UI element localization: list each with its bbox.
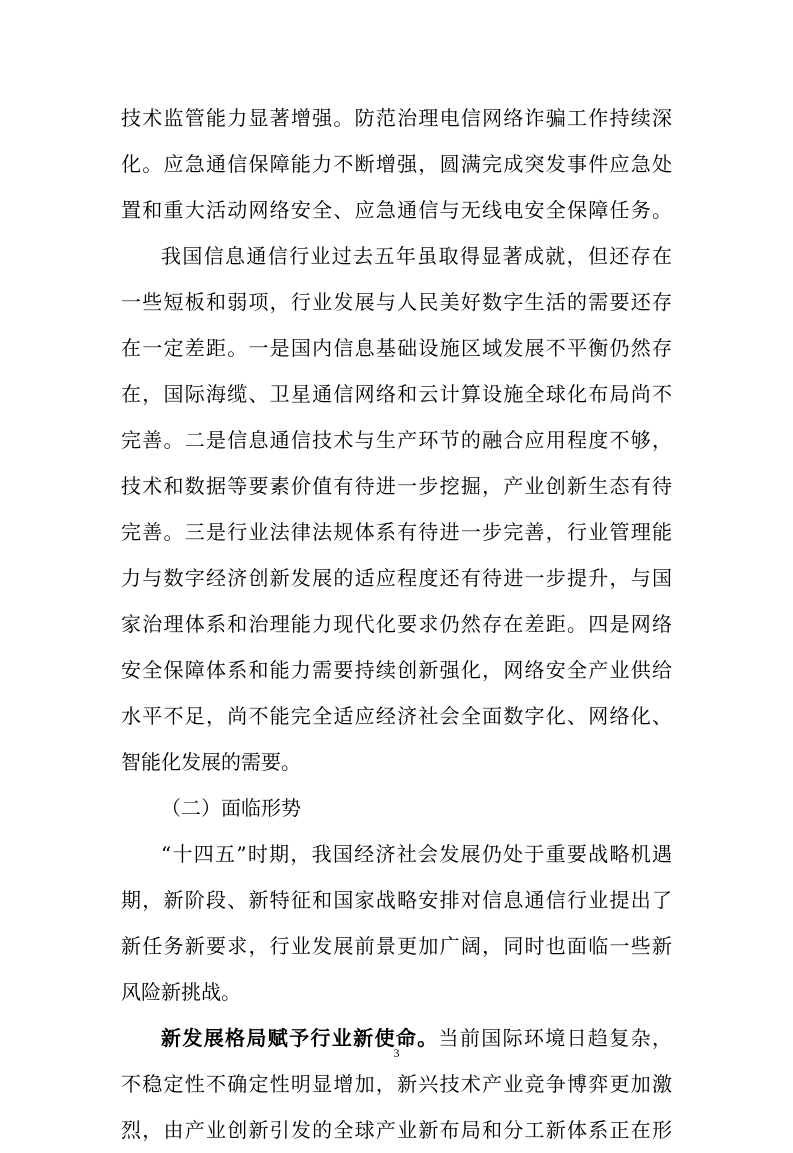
text-line: 期，新阶段、新特征和国家战略安排对信息通信行业提出了 bbox=[121, 888, 672, 912]
section-heading: （二）面临形势 bbox=[161, 796, 301, 820]
text-line: 置和重大活动网络安全、应急通信与无线电安全保障任务。 bbox=[121, 198, 672, 222]
text-line: 完善。三是行业法律法规体系有待进一步完善，行业管理能 bbox=[121, 520, 672, 544]
text-line: 力与数字经济创新发展的适应程度还有待进一步提升，与国 bbox=[121, 566, 672, 590]
text-line: 家治理体系和治理能力现代化要求仍然存在差距。四是网络 bbox=[121, 612, 672, 636]
text-line: 烈，由产业创新引发的全球产业新布局和分工新体系正在形 bbox=[121, 1118, 672, 1142]
text-span: 当前国际环境日趋复杂， bbox=[438, 1026, 673, 1050]
page-number: 3 bbox=[393, 1046, 400, 1060]
document-body bbox=[121, 95, 672, 1153]
text-line: 新任务新要求，行业发展前景更加广阔，同时也面临一些新 bbox=[121, 934, 672, 958]
paragraph-start: “十四五”时期，我国经济社会发展仍处于重要战略机遇 bbox=[161, 842, 672, 866]
text-line: 在一定差距。一是国内信息基础设施区域发展不平衡仍然存 bbox=[121, 336, 672, 360]
text-line: 技术和数据等要素价值有待进一步挖掘，产业创新生态有待 bbox=[121, 474, 672, 498]
text-line: 化。应急通信保障能力不断增强，圆满完成突发事件应急处 bbox=[121, 152, 672, 176]
text-line: 在，国际海缆、卫星通信网络和云计算设施全球化布局尚不 bbox=[121, 382, 672, 406]
text-line: 技术监管能力显著增强。防范治理电信网络诈骗工作持续深 bbox=[121, 106, 672, 130]
text-line: 风险新挑战。 bbox=[121, 980, 241, 1004]
text-line: 水平不足，尚不能完全适应经济社会全面数字化、网络化、 bbox=[121, 704, 672, 728]
text-line: 一些短板和弱项，行业发展与人民美好数字生活的需要还存 bbox=[121, 290, 672, 314]
paragraph-start: 我国信息通信行业过去五年虽取得显著成就，但还存在 bbox=[161, 244, 672, 268]
text-line: 不稳定性不确定性明显增加，新兴技术产业竞争博弈更加激 bbox=[121, 1072, 672, 1096]
text-line: 智能化发展的需要。 bbox=[121, 750, 301, 774]
text-line: 安全保障体系和能力需要持续创新强化，网络安全产业供给 bbox=[121, 658, 672, 682]
text-line: 完善。二是信息通信技术与生产环节的融合应用程度不够， bbox=[121, 428, 672, 452]
bold-lead-phrase: 新发展格局赋予行业新使命。 bbox=[161, 1026, 439, 1050]
